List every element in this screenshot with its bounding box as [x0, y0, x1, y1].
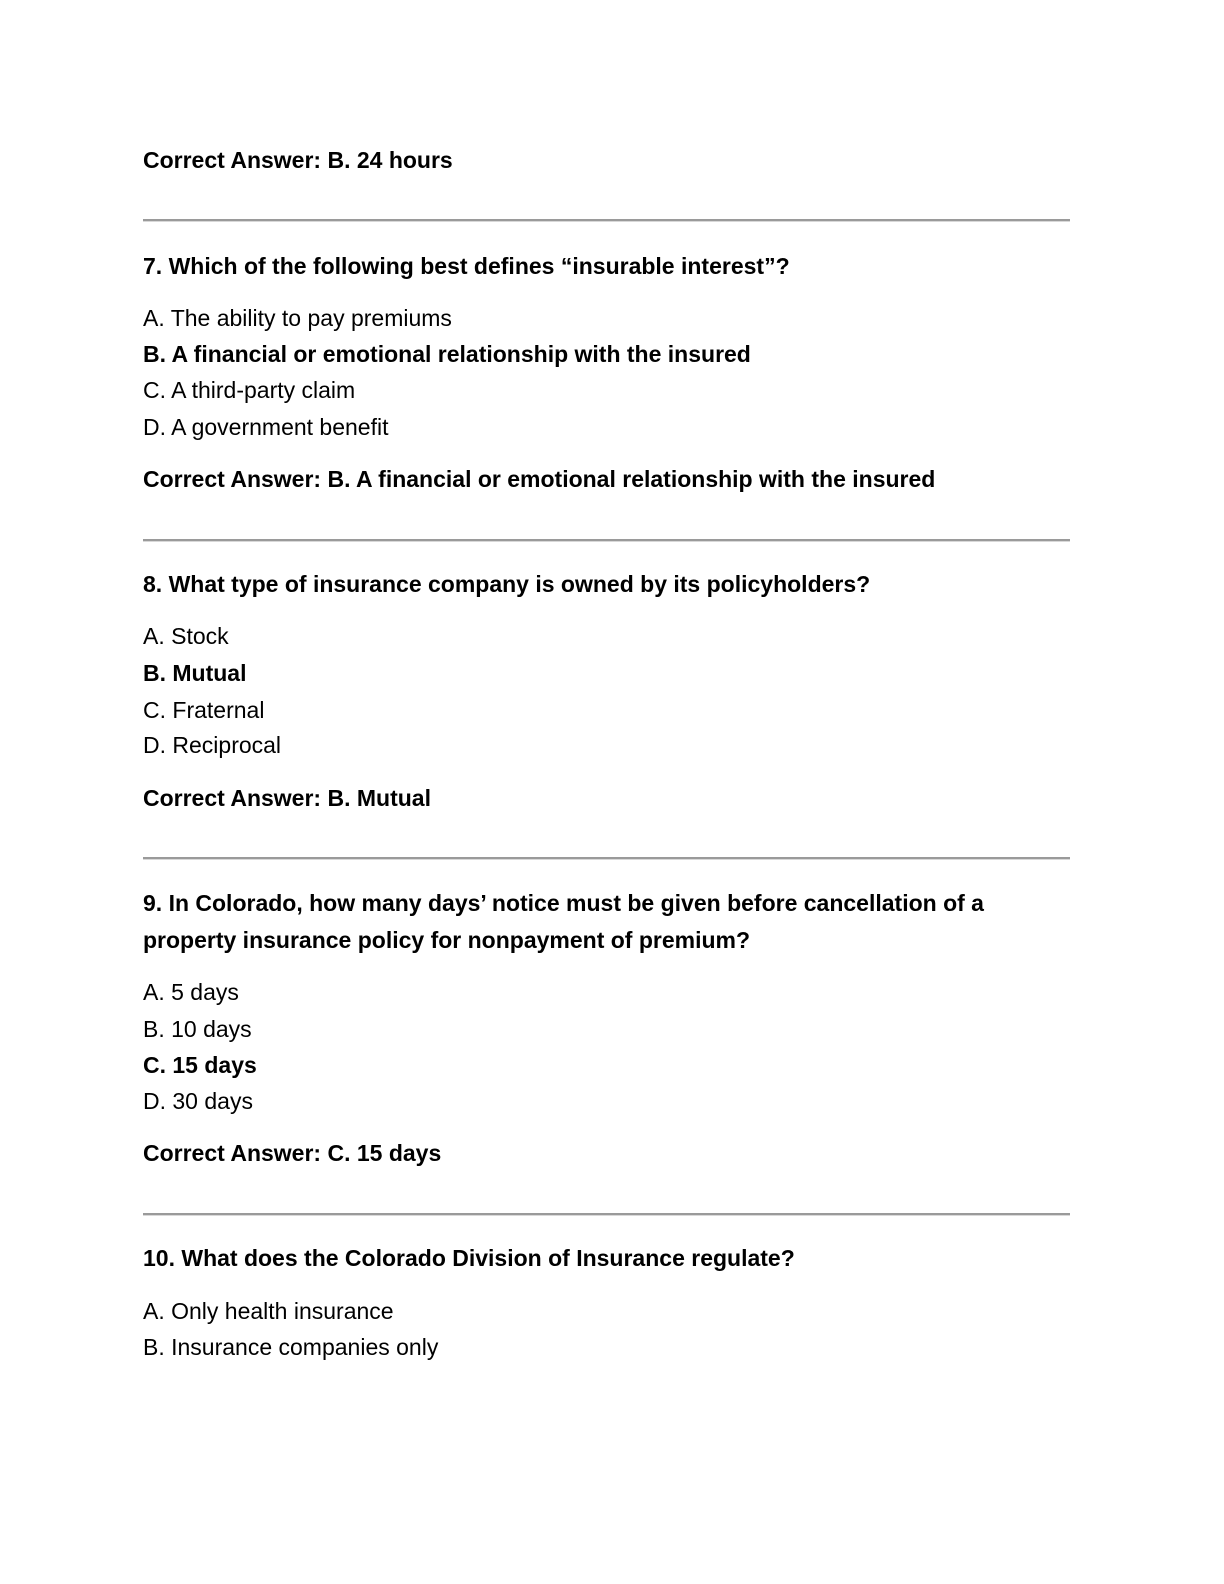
option-a: A. 5 days [143, 979, 239, 1005]
correct-answer: Correct Answer: C. 15 days [143, 1140, 442, 1166]
option-a: A. Stock [143, 623, 229, 649]
option-b-correct: B. A financial or emotional relationship with the insured [143, 341, 751, 367]
option-b: B. Insurance companies only [143, 1334, 439, 1360]
option-b: B. 10 days [143, 1016, 252, 1042]
divider [143, 539, 1070, 541]
document-page [143, 0, 1070, 1584]
divider [143, 857, 1070, 859]
divider [143, 219, 1070, 221]
option-d: D. Reciprocal [143, 732, 282, 758]
question-text: 7. Which of the following best defines “insurable interest”? [143, 253, 790, 279]
option-b-correct: B. Mutual [143, 660, 247, 686]
divider [143, 1213, 1070, 1215]
question-text-line-1: 9. In Colorado, how many days’ notice must be given before cancellation of a [143, 890, 984, 916]
question-text: 8. What type of insurance company is owned by its policyholders? [143, 571, 871, 597]
previous-correct-answer: Correct Answer: B. 24 hours [143, 147, 453, 173]
option-a: A. Only health insurance [143, 1298, 394, 1324]
question-text: 10. What does the Colorado Division of Insurance regulate? [143, 1245, 795, 1271]
question-text-line-2: property insurance policy for nonpayment of premium? [143, 927, 751, 953]
option-c-correct: C. 15 days [143, 1052, 257, 1078]
option-a: A. The ability to pay premiums [143, 305, 452, 331]
option-d: D. A government benefit [143, 414, 389, 440]
correct-answer: Correct Answer: B. A financial or emotional relationship with the insured [143, 466, 936, 492]
option-c: C. Fraternal [143, 697, 265, 723]
option-d: D. 30 days [143, 1088, 253, 1114]
correct-answer: Correct Answer: B. Mutual [143, 785, 431, 811]
option-c: C. A third-party claim [143, 377, 356, 403]
